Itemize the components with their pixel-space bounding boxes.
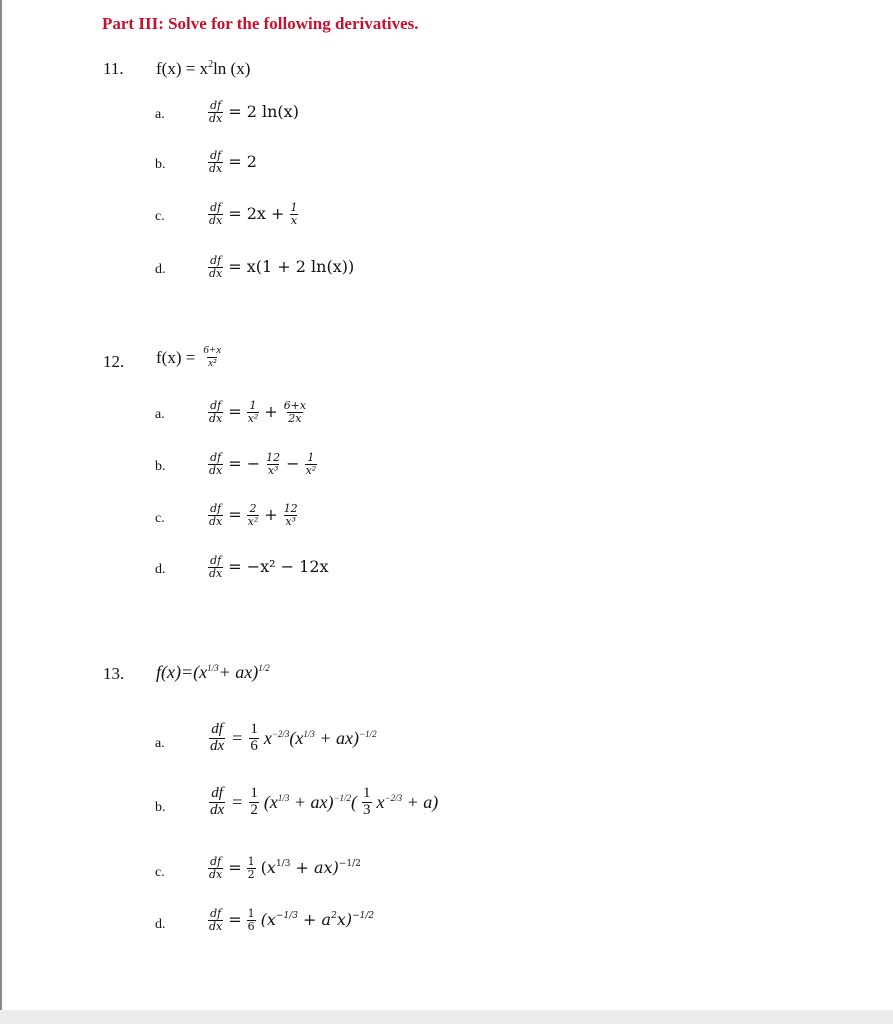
question-12-number: 12.: [103, 352, 125, 371]
option-12d-expression[interactable]: $\frac{df}{dx}$ = −x² − 12x: [209, 554, 329, 580]
question-13-number: 13.: [103, 664, 125, 683]
option-12c-letter: c.: [155, 511, 165, 526]
question-12-function: f(x) = $\frac{6+x}{\text{x²}}$: [156, 344, 222, 369]
option-11b-expression[interactable]: $\frac{df}{dx}$ = 2: [209, 149, 257, 175]
option-13d-expression[interactable]: $\frac{df}{dx}$ = $\frac{1}{6}$ $(x^{-1/3} + a^2x)^{-1/2}$: [209, 907, 375, 933]
option-11b-letter: b.: [155, 157, 166, 172]
page-bottom-edge: [0, 1010, 893, 1024]
question-11-number: 11.: [103, 59, 124, 78]
option-11d-letter: d.: [155, 262, 166, 277]
section-heading: Part III: Solve for the following derivatives.: [102, 14, 419, 33]
question-13-function: $f(x)=(x^{1/3}+ ax)^{1/2}$: [156, 662, 270, 682]
option-11c-expression[interactable]: $\frac{df}{dx}$ = 2x + $\frac{1}{x}$: [209, 201, 298, 227]
question-11-function: $f(x) = x^2\ln$ (x): [156, 59, 251, 78]
option-13b-letter: b.: [155, 800, 166, 815]
option-11d-expression[interactable]: $\frac{df}{dx}$ = x(1 + 2 ln(x)): [209, 254, 355, 280]
option-12a-letter: a.: [155, 407, 165, 422]
option-13b-expression[interactable]: $\frac{df}{dx}$ = $\frac{1}{2}$ $(x^{1/3} + ax)^{-1/2}$( $\frac{1}{3}$ $x^{-2/3} + a$): [210, 785, 439, 818]
option-13c-expression[interactable]: $\frac{df}{dx}$ = $\frac{1}{2}$ $(x^{1/3} + ax)^{-1/2}$: [209, 855, 361, 881]
option-13a-letter: a.: [155, 736, 165, 751]
option-11a-letter: a.: [155, 107, 165, 122]
option-11a-expression[interactable]: $\frac{df}{dx}$ = 2 ln(x): [209, 99, 299, 125]
option-13c-letter: c.: [155, 865, 165, 880]
option-12a-expression[interactable]: $\frac{df}{dx}$ = $\frac{1}{\text{x²}}$ + $\frac{6+x}{2x}$: [209, 399, 307, 425]
option-11c-letter: c.: [155, 209, 165, 224]
option-12c-expression[interactable]: $\frac{df}{dx}$ = $\frac{2}{\text{x²}}$ + $\frac{12}{\text{x³}}$: [209, 502, 298, 528]
option-13a-expression[interactable]: $\frac{df}{dx}$ = $\frac{1}{6}$ $x^{-2/3}(x^{1/3} + ax)^{-1/2}$: [210, 721, 377, 754]
option-12b-expression[interactable]: $\frac{df}{dx}$ = − $\frac{12}{\text{x³}}$ − $\frac{1}{\text{x²}}$: [209, 451, 317, 477]
option-12d-letter: d.: [155, 562, 166, 577]
page-left-border: [0, 0, 2, 1024]
option-13d-letter: d.: [155, 917, 166, 932]
option-12b-letter: b.: [155, 459, 166, 474]
